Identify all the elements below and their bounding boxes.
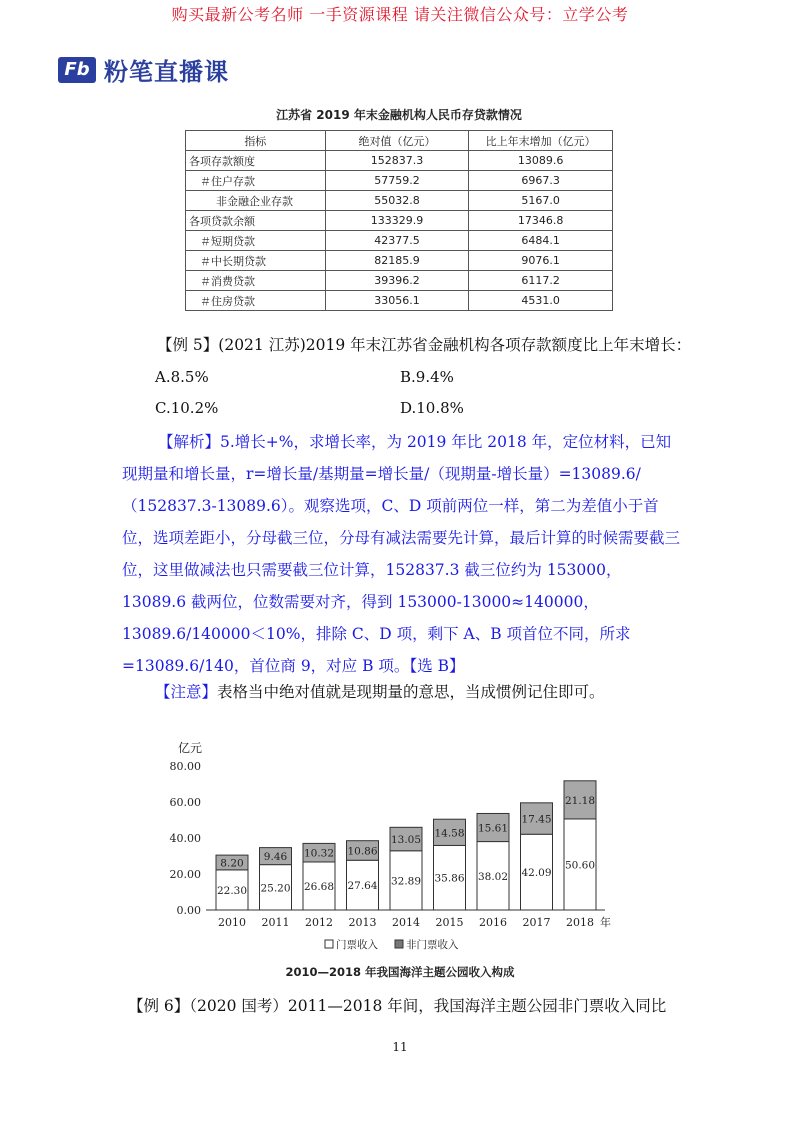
- row-indicator: ＃中长期贷款: [186, 251, 326, 271]
- data-label-ticket: 22.30: [216, 884, 248, 897]
- data-label-nonticket: 17.45: [521, 813, 552, 826]
- row-increase: 4531.0: [469, 291, 613, 311]
- data-label-nonticket: 10.86: [347, 845, 378, 858]
- x-tick-label: 2012: [305, 916, 333, 929]
- data-label-ticket: 32.89: [390, 875, 422, 888]
- question-5: 【例 5】(2021 江苏)2019 年末江苏省金融机构各项存款额度比上年末增长：: [157, 336, 692, 354]
- logo-text: 粉笔直播课: [104, 58, 229, 86]
- row-value: 57759.2: [325, 171, 469, 191]
- analysis-body: 5.增长+%，求增长率，为 2019 年比 2018 年，定位材料，已知现期量和增长量，r=增长量/基期量=增长量/（现期量-增长量）=13089.6/（152837.3-13089.6）。观察选项，C、D 项前两位一样，第二为差值小于首位，选项差距小，分母截三位，分母有减法需要先计算，最后计算的时候需要截三位，这里做减法也只需要截三位计算，152837.3 截三位约为 153000，13089.6 截两位，位数需要对齐，得到 153000-13000≈140000，13089.6/140000＜10%，排除 C、D 项，剩下 A、B 项首位不同，所求=13089.6/140，首位商 9，对应 B 项。: [122, 433, 681, 675]
- y-tick-label: 20.00: [169, 868, 201, 881]
- chart-title: 2010—2018 年我国海洋主题公园收入构成: [285, 965, 515, 979]
- legend-swatch-nonticket: [395, 940, 403, 948]
- table-header-row: [186, 131, 613, 151]
- note: [155, 680, 605, 702]
- note-tag: 【注意】: [155, 683, 218, 701]
- option-a: A.8.5%: [155, 368, 209, 386]
- data-label-nonticket: 21.18: [564, 794, 596, 807]
- analysis: [122, 426, 682, 682]
- data-label-nonticket: 13.05: [390, 834, 422, 847]
- page-number: 11: [392, 1040, 408, 1054]
- option-d: D.10.8%: [400, 399, 464, 417]
- table-row: [186, 191, 613, 211]
- data-label-ticket: 42.09: [521, 867, 552, 880]
- row-increase: 6967.3: [469, 171, 613, 191]
- row-value: 133329.9: [325, 211, 469, 231]
- table-row: [186, 151, 613, 171]
- question-6: 【例 6】（2020 国考）2011—2018 年间，我国海洋主题公园非门票收入同比: [128, 997, 667, 1015]
- row-value: 152837.3: [325, 151, 469, 171]
- table-row: [186, 271, 613, 291]
- row-indicator: ＃消费贷款: [186, 271, 326, 291]
- row-indicator: ＃住户存款: [186, 171, 326, 191]
- x-tick-label: 2017: [522, 916, 551, 929]
- row-increase: 17346.8: [469, 211, 613, 231]
- analysis-lead: 【解析】: [158, 433, 221, 451]
- x-tick-label: 2014: [392, 916, 420, 929]
- y-tick-label: 40.00: [169, 832, 201, 845]
- table-row: [186, 231, 613, 251]
- x-axis-unit: 年: [600, 916, 611, 929]
- data-label-ticket: 35.86: [434, 872, 465, 885]
- note-text: 表格当中绝对值就是现期量的意思，当成惯例记住即可。: [217, 683, 605, 701]
- table-row: [186, 251, 613, 271]
- option-b: B.9.4%: [400, 368, 454, 386]
- header-increase: 比上年末增加（亿元）: [469, 131, 613, 151]
- x-tick-label: 2018: [566, 916, 594, 929]
- x-tick-label: 2016: [479, 916, 507, 929]
- row-value: 82185.9: [325, 251, 469, 271]
- y-tick-label: 0.00: [176, 904, 201, 917]
- legend-label-nonticket: 非门票收入: [406, 939, 459, 951]
- data-label-nonticket: 15.61: [477, 822, 509, 835]
- data-label-ticket: 27.64: [347, 880, 378, 893]
- analysis-answer: 【选 B】: [409, 657, 465, 675]
- table-title: 江苏省 2019 年末金融机构人民币存贷款情况: [276, 108, 522, 122]
- y-tick-label: 80.00: [169, 760, 201, 773]
- row-indicator: ＃短期贷款: [186, 231, 326, 251]
- row-indicator: 各项贷款余额: [186, 211, 326, 231]
- data-label-ticket: 50.60: [564, 859, 596, 872]
- revenue-chart: [150, 738, 630, 960]
- row-indicator: 非金融企业存款: [186, 191, 326, 211]
- data-label-ticket: 25.20: [260, 882, 291, 895]
- x-tick-label: 2015: [435, 916, 464, 929]
- row-indicator: 各项存款额度: [186, 151, 326, 171]
- header-indicator: 指标: [186, 131, 326, 151]
- deposit-loan-table: [185, 130, 613, 311]
- data-label-nonticket: 10.32: [303, 847, 335, 860]
- table-row: [186, 171, 613, 191]
- row-increase: 5167.0: [469, 191, 613, 211]
- header-value: 绝对值（亿元）: [325, 131, 469, 151]
- row-value: 55032.8: [325, 191, 469, 211]
- row-increase: 6484.1: [469, 231, 613, 251]
- x-tick-label: 2010: [218, 916, 246, 929]
- y-axis-unit: 亿元: [178, 741, 203, 755]
- row-increase: 9076.1: [469, 251, 613, 271]
- data-label-ticket: 26.68: [303, 880, 335, 893]
- data-label-nonticket: 8.20: [220, 857, 244, 870]
- row-value: 39396.2: [325, 271, 469, 291]
- row-value: 42377.5: [325, 231, 469, 251]
- row-indicator: ＃住房贷款: [186, 291, 326, 311]
- row-increase: 13089.6: [469, 151, 613, 171]
- row-increase: 6117.2: [469, 271, 613, 291]
- table-row: [186, 211, 613, 231]
- option-c: C.10.2%: [155, 399, 219, 417]
- data-label-nonticket: 9.46: [263, 851, 288, 864]
- data-label-nonticket: 14.58: [434, 827, 465, 840]
- x-tick-label: 2011: [261, 916, 290, 929]
- brand-logo: [58, 52, 229, 87]
- data-label-ticket: 38.02: [477, 870, 509, 883]
- y-tick-label: 60.00: [169, 796, 201, 809]
- logo-mark: Fb: [58, 57, 96, 83]
- legend-swatch-ticket: [325, 940, 333, 948]
- legend-label-ticket: 门票收入: [336, 939, 378, 951]
- row-value: 33056.1: [325, 291, 469, 311]
- table-row: [186, 291, 613, 311]
- promo-banner: 购买最新公考名师 一手资源课程 请关注微信公众号：立学公考: [171, 5, 629, 24]
- x-tick-label: 2013: [348, 916, 377, 929]
